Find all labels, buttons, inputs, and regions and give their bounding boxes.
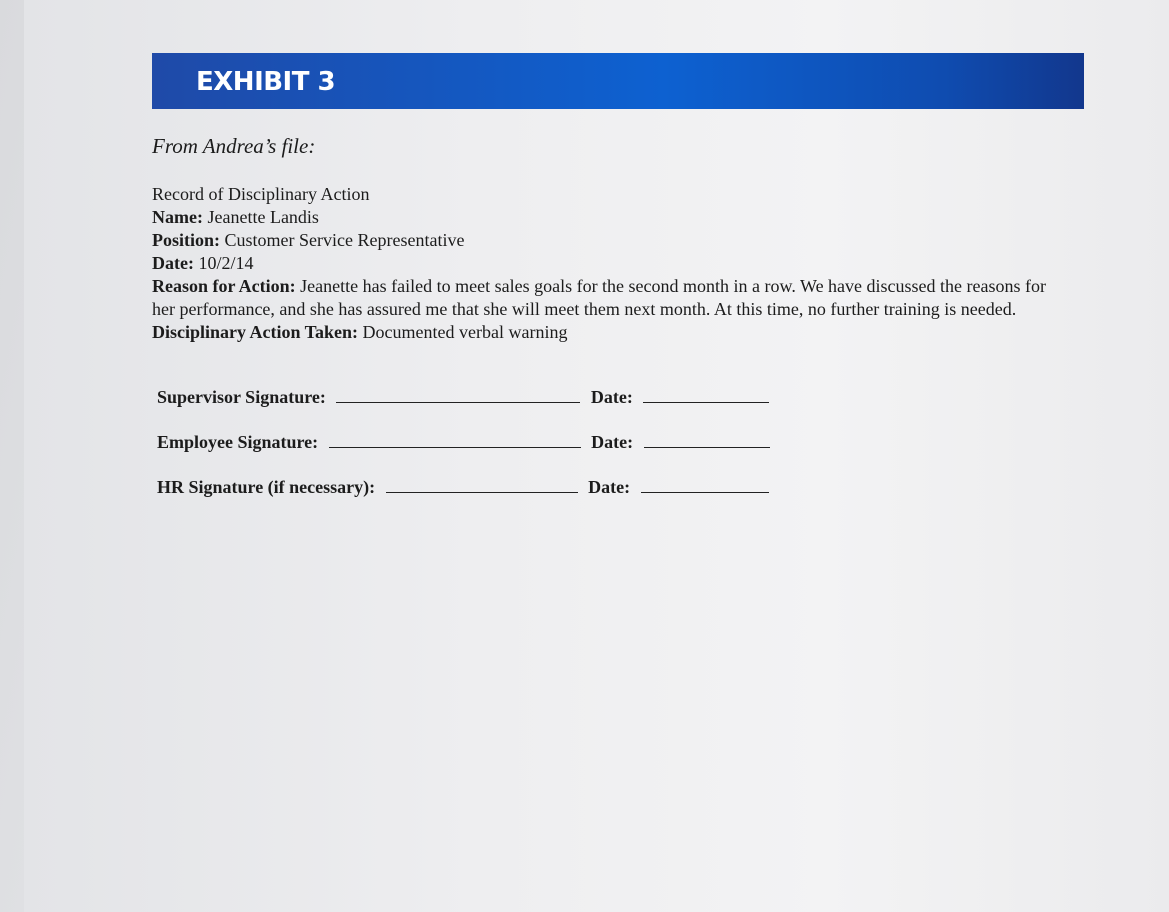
employee-signature-line[interactable] bbox=[329, 433, 581, 448]
hr-signature-line[interactable] bbox=[386, 478, 578, 493]
name-value: Jeanette Landis bbox=[202, 207, 319, 227]
action-field bbox=[152, 321, 1062, 344]
hr-date-label: Date: bbox=[588, 477, 631, 497]
supervisor-date-line[interactable] bbox=[643, 388, 769, 403]
name-label: Name: bbox=[152, 207, 203, 227]
supervisor-signature-line[interactable] bbox=[336, 388, 580, 403]
hr-signature-label: HR Signature (if necessary): bbox=[157, 477, 376, 497]
position-value: Customer Service Representative bbox=[220, 230, 465, 250]
source-line: From Andrea’s file: bbox=[152, 134, 316, 158]
name-field bbox=[152, 206, 1062, 229]
action-label: Disciplinary Action Taken: bbox=[152, 322, 359, 342]
hr-date-line[interactable] bbox=[641, 478, 769, 493]
employee-signature-label: Employee Signature: bbox=[157, 432, 319, 452]
reason-field bbox=[152, 275, 1062, 321]
date-value: 10/2/14 bbox=[193, 253, 254, 273]
exhibit-banner bbox=[152, 53, 1084, 109]
record-heading: Record of Disciplinary Action bbox=[152, 184, 370, 204]
supervisor-signature-label: Supervisor Signature: bbox=[157, 387, 326, 407]
position-field bbox=[152, 229, 1062, 252]
disciplinary-record bbox=[152, 183, 1062, 344]
position-label: Position: bbox=[152, 230, 221, 250]
employee-date-label: Date: bbox=[591, 432, 634, 452]
action-value: Documented verbal warning bbox=[358, 322, 568, 342]
date-field bbox=[152, 252, 1062, 275]
hr-signature-row bbox=[157, 477, 769, 498]
supervisor-date-label: Date: bbox=[590, 387, 633, 407]
exhibit-title: EXHIBIT 3 bbox=[196, 67, 336, 97]
reason-label: Reason for Action: bbox=[152, 276, 296, 296]
supervisor-signature-row bbox=[157, 387, 769, 408]
reason-value: Jeanette has failed to meet sales goals for the second month in a row. We have discussed the reasons for her performance, and she has assured me that she will meet them next month. At this time, no further training is needed. bbox=[152, 276, 1046, 319]
date-label: Date: bbox=[152, 253, 194, 273]
employee-date-line[interactable] bbox=[644, 433, 770, 448]
document-page bbox=[24, 0, 1169, 912]
employee-signature-row bbox=[157, 432, 770, 453]
